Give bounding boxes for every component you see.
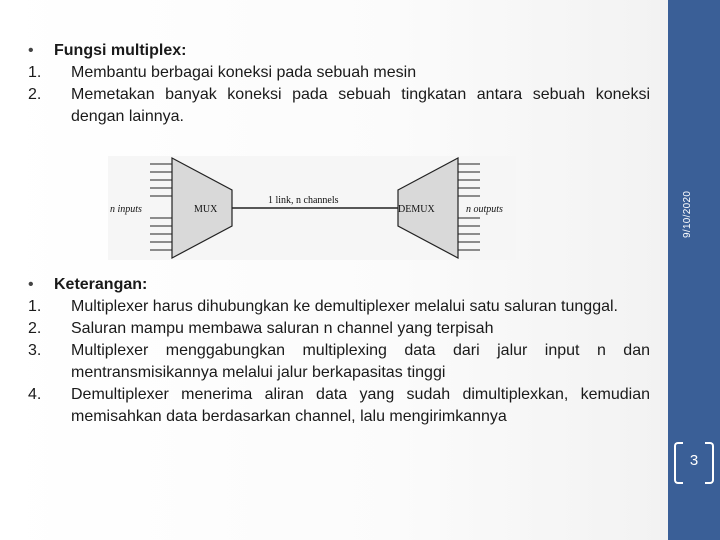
slide-date: 9/10/2020 [682, 190, 693, 238]
list-item [28, 296, 650, 318]
section-heading [28, 274, 650, 296]
list-item [28, 62, 650, 84]
list-item [28, 84, 650, 128]
section-keterangan [28, 274, 650, 428]
item-text: Saluran mampu membawa saluran n channel yang terpisah [71, 320, 494, 337]
section-fungsi [28, 40, 650, 128]
bullet: • [28, 276, 34, 293]
mux-label: MUX [194, 204, 218, 215]
heading-text: Fungsi multiplex: [54, 42, 187, 59]
item-number: 1. [28, 298, 42, 315]
list-item [28, 340, 650, 384]
page-number-box [672, 440, 716, 484]
left-label: n inputs [110, 204, 142, 215]
page-number: 3 [689, 452, 699, 469]
heading-text: Keterangan: [54, 276, 148, 293]
item-number: 2. [28, 86, 42, 103]
demux-label: DEMUX [398, 204, 435, 215]
link-label: 1 link, n channels [268, 195, 339, 206]
item-text: Memetakan banyak koneksi pada sebuah tingkatan antara sebuah koneksi dengan lainnya. [71, 86, 650, 125]
item-text: Membantu berbagai koneksi pada sebuah mesin [71, 64, 417, 81]
list-item [28, 384, 650, 428]
item-number: 2. [28, 320, 42, 337]
item-number: 1. [28, 64, 42, 81]
item-number: 4. [28, 386, 42, 403]
input-lines [150, 164, 172, 250]
right-label: n outputs [466, 204, 503, 215]
mux-demux-diagram [108, 156, 516, 260]
bullet: • [28, 42, 34, 59]
item-text: Demultiplexer menerima aliran data yang sudah dimultiplexkan, kemudian memisahkan data berdasarkan channel, lalu mengirimkannya [71, 386, 650, 425]
item-number: 3. [28, 342, 42, 359]
list-item [28, 318, 650, 340]
section-heading [28, 40, 650, 62]
item-text: Multiplexer harus dihubungkan ke demultiplexer melalui satu saluran tunggal. [71, 298, 618, 315]
item-text: Multiplexer menggabungkan multiplexing data dari jalur input n dan mentransmisikannya melalui jalur berkapasitas tinggi [71, 342, 650, 381]
